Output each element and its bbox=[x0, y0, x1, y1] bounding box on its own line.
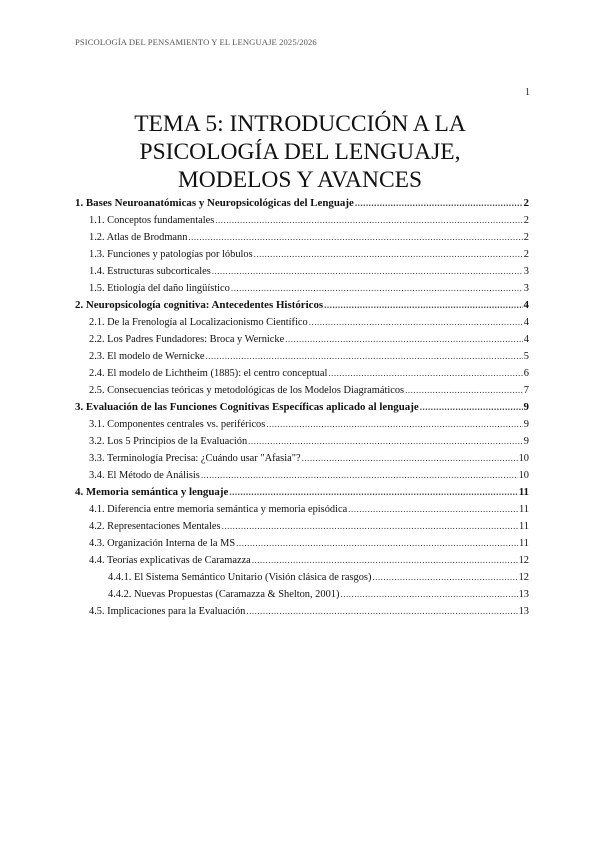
toc-entry-page: 2 bbox=[523, 249, 529, 260]
toc-dot-leader bbox=[405, 382, 523, 399]
toc-entry-page: 4 bbox=[523, 317, 529, 328]
title-line: PSICOLOGÍA DEL LENGUAJE, bbox=[139, 139, 461, 165]
toc-entry-label: 2.1. De la Frenología al Localizacionismo Científico bbox=[89, 317, 308, 328]
toc-entry-page: 5 bbox=[523, 351, 529, 362]
toc-entry[interactable] bbox=[75, 484, 529, 501]
toc-entry[interactable] bbox=[75, 399, 529, 416]
toc-entry-label: 1.1. Conceptos fundamentales bbox=[89, 215, 215, 226]
toc-entry-page: 10 bbox=[518, 453, 529, 464]
toc-entry-page: 13 bbox=[518, 606, 529, 617]
toc-entry[interactable] bbox=[75, 195, 529, 212]
toc-entry-label: 3.2. Los 5 Principios de la Evaluación bbox=[89, 436, 248, 447]
toc-entry-page: 4 bbox=[523, 334, 529, 345]
toc-dot-leader bbox=[252, 552, 518, 569]
toc-entry-label: 2.3. El modelo de Wernicke bbox=[89, 351, 205, 362]
toc-entry-label: 3.4. El Método de Análisis bbox=[89, 470, 200, 481]
toc-entry-label: 1.3. Funciones y patologías por lóbulos bbox=[89, 249, 253, 260]
toc-entry-label: 2.4. El modelo de Lichtheim (1885): el centro conceptual bbox=[89, 368, 328, 379]
toc-entry-label: 4.1. Diferencia entre memoria semántica y memoria episódica bbox=[89, 504, 348, 515]
toc-entry-label: 2.5. Consecuencias teóricas y metodológicas de los Modelos Diagramáticos bbox=[89, 385, 405, 396]
toc-entry-page: 13 bbox=[518, 589, 529, 600]
toc-entry-page: 9 bbox=[523, 436, 529, 447]
toc-entry-page: 7 bbox=[523, 385, 529, 396]
toc-dot-leader bbox=[355, 195, 523, 212]
toc-entry[interactable] bbox=[75, 603, 529, 620]
toc-entry-label: 1.4. Estructuras subcorticales bbox=[89, 266, 211, 277]
toc-entry-page: 3 bbox=[523, 266, 529, 277]
toc-dot-leader bbox=[266, 416, 522, 433]
toc-entry-label: 4.4. Teorías explicativas de Caramazza bbox=[89, 555, 251, 566]
toc-dot-leader bbox=[248, 433, 523, 450]
toc-dot-leader bbox=[222, 518, 518, 535]
toc-dot-leader bbox=[231, 280, 523, 297]
toc-entry[interactable] bbox=[75, 348, 529, 365]
toc-entry-page: 11 bbox=[518, 538, 529, 549]
toc-entry[interactable] bbox=[75, 552, 529, 569]
title-line: TEMA 5: INTRODUCCIÓN A LA bbox=[134, 111, 466, 137]
page-title bbox=[75, 110, 525, 194]
toc-entry-page: 6 bbox=[523, 368, 529, 379]
toc-entry[interactable] bbox=[75, 229, 529, 246]
toc-entry-page: 10 bbox=[518, 470, 529, 481]
toc-entry[interactable] bbox=[75, 518, 529, 535]
toc-entry-label: 3.3. Terminología Precisa: ¿Cuándo usar "Afasia"? bbox=[89, 453, 301, 464]
toc-entry-page: 12 bbox=[518, 555, 529, 566]
running-header: PSICOLOGÍA DEL PENSAMIENTO Y EL LENGUAJE 2025/2026 bbox=[75, 37, 317, 47]
toc-entry-label: 1. Bases Neuroanatómicas y Neuropsicológicas del Lenguaje bbox=[75, 197, 354, 209]
toc-entry-label: 3. Evaluación de las Funciones Cognitivas Específicas aplicado al lenguaje bbox=[75, 401, 419, 413]
toc-dot-leader bbox=[420, 399, 523, 416]
toc-entry[interactable] bbox=[75, 586, 529, 603]
toc-entry[interactable] bbox=[75, 501, 529, 518]
toc-dot-leader bbox=[348, 501, 518, 518]
toc-dot-leader bbox=[254, 246, 523, 263]
toc-entry-page: 2 bbox=[523, 197, 529, 209]
toc-dot-leader bbox=[206, 348, 523, 365]
toc-entry[interactable] bbox=[75, 314, 529, 331]
title-line: MODELOS Y AVANCES bbox=[177, 167, 423, 193]
toc-entry[interactable] bbox=[75, 297, 529, 314]
toc-dot-leader bbox=[188, 229, 522, 246]
toc-entry[interactable] bbox=[75, 280, 529, 297]
toc-entry[interactable] bbox=[75, 331, 529, 348]
toc-entry-label: 4.5. Implicaciones para la Evaluación bbox=[89, 606, 246, 617]
toc-entry[interactable] bbox=[75, 263, 529, 280]
toc-entry-label: 4.2. Representaciones Mentales bbox=[89, 521, 221, 532]
toc-entry-label: 4.4.1. El Sistema Semántico Unitario (Visión clásica de rasgos) bbox=[108, 572, 372, 583]
toc-entry-page: 12 bbox=[518, 572, 529, 583]
toc-entry-label: 4. Memoria semántica y lenguaje bbox=[75, 486, 229, 498]
toc-entry[interactable] bbox=[75, 212, 529, 229]
toc-entry[interactable] bbox=[75, 382, 529, 399]
toc-entry-label: 2.2. Los Padres Fundadores: Broca y Wernicke bbox=[89, 334, 285, 345]
toc-entry-label: 2. Neuropsicología cognitiva: Antecedentes Históricos bbox=[75, 299, 324, 311]
toc-entry-page: 9 bbox=[523, 419, 529, 430]
toc-entry-page: 3 bbox=[523, 283, 529, 294]
toc-entry-page: 2 bbox=[523, 215, 529, 226]
toc-dot-leader bbox=[340, 586, 517, 603]
toc-entry-label: 4.4.2. Nuevas Propuestas (Caramazza & Shelton, 2001) bbox=[108, 589, 340, 600]
toc-dot-leader bbox=[236, 535, 518, 552]
toc-dot-leader bbox=[324, 297, 522, 314]
toc-entry[interactable] bbox=[75, 569, 529, 586]
toc-entry-label: 1.2. Atlas de Brodmann bbox=[89, 232, 188, 243]
toc-dot-leader bbox=[372, 569, 517, 586]
toc-entry-page: 9 bbox=[523, 401, 529, 413]
toc-entry-page: 11 bbox=[518, 504, 529, 515]
toc-entry[interactable] bbox=[75, 450, 529, 467]
toc-dot-leader bbox=[229, 484, 517, 501]
toc-dot-leader bbox=[212, 263, 523, 280]
toc-entry[interactable] bbox=[75, 365, 529, 382]
toc-entry-page: 11 bbox=[518, 486, 529, 498]
toc-dot-leader bbox=[302, 450, 518, 467]
toc-entry-page: 4 bbox=[523, 299, 529, 311]
toc-entry-label: 4.3. Organización Interna de la MS bbox=[89, 538, 236, 549]
toc-entry-label: 1.5. Etiología del daño lingüístico bbox=[89, 283, 230, 294]
toc-entry[interactable] bbox=[75, 433, 529, 450]
toc-entry[interactable] bbox=[75, 416, 529, 433]
toc-dot-leader bbox=[246, 603, 517, 620]
toc-dot-leader bbox=[201, 467, 518, 484]
page-number: 1 bbox=[525, 87, 530, 98]
toc-entry-label: 3.1. Componentes centrales vs. periféricos bbox=[89, 419, 266, 430]
toc-entry[interactable] bbox=[75, 467, 529, 484]
toc-dot-leader bbox=[309, 314, 523, 331]
toc-entry-page: 2 bbox=[523, 232, 529, 243]
toc-dot-leader bbox=[328, 365, 522, 382]
toc-dot-leader bbox=[285, 331, 523, 348]
toc-entry-page: 11 bbox=[518, 521, 529, 532]
toc-entry[interactable] bbox=[75, 246, 529, 263]
toc-dot-leader bbox=[215, 212, 523, 229]
toc-entry[interactable] bbox=[75, 535, 529, 552]
table-of-contents bbox=[75, 195, 529, 620]
